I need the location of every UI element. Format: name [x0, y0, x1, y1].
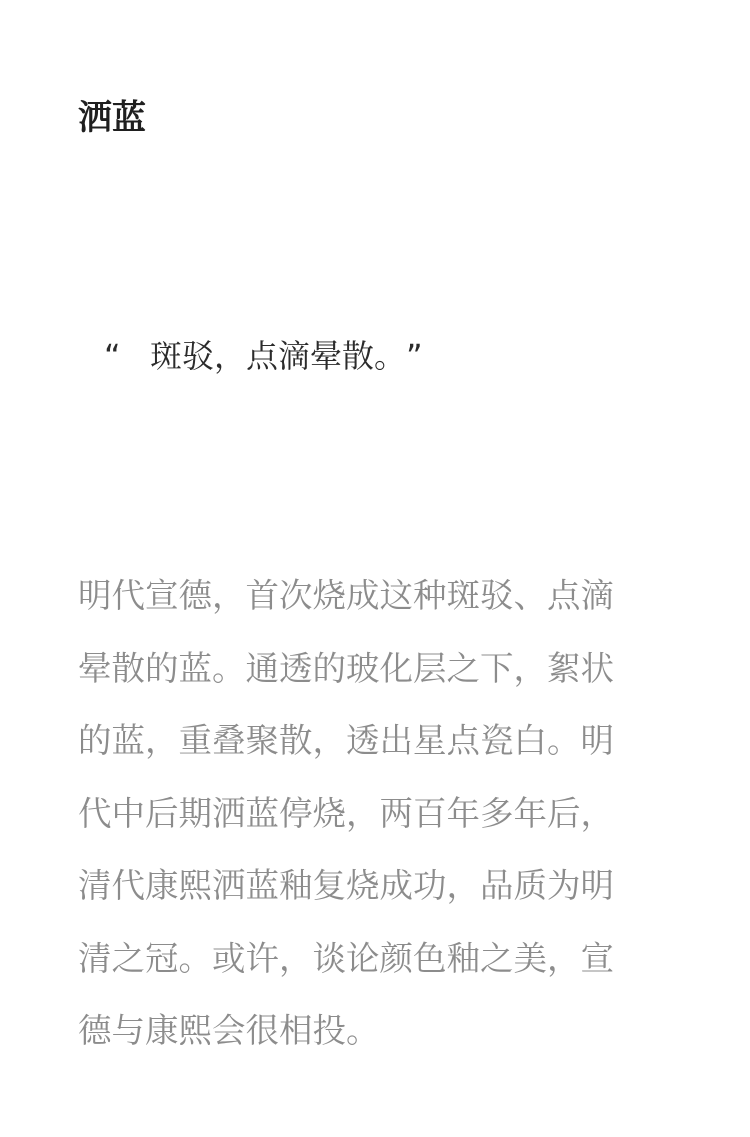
pull-quote [104, 334, 423, 378]
open-quote-mark: “ [104, 337, 121, 375]
article-title: 洒蓝 [78, 98, 146, 138]
body-line: 清之冠。或许，谈论颜色釉之美，宣 [78, 938, 614, 978]
body-line: 德与康熙会很相投。 [78, 1011, 380, 1050]
quote-text: 斑驳，点滴晕散。 [150, 337, 407, 375]
body-line: 的蓝，重叠聚散，透出星点瓷白。明 [78, 721, 614, 760]
body-line: 清代康熙洒蓝釉复烧成功，品质为明 [78, 866, 614, 905]
body-line: 明代宣德，首次烧成这种斑驳、点滴 [78, 576, 614, 615]
body-line: 晕散的蓝。通透的玻化层之下，絮状 [78, 648, 614, 688]
close-quote-mark: ” [406, 337, 423, 375]
body-line: 代中后期洒蓝停烧，两百年多年后， [78, 793, 614, 833]
article-body [78, 560, 678, 1068]
